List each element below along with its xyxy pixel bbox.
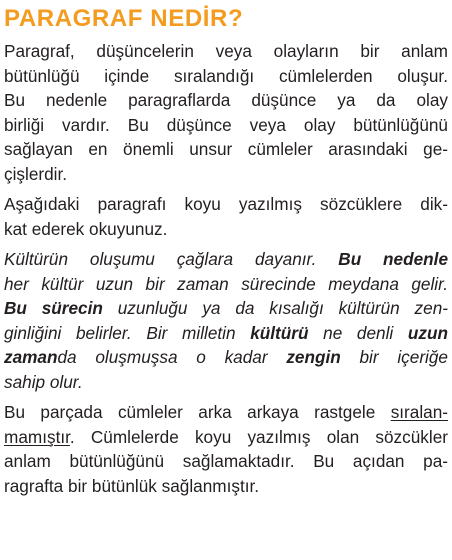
- bold-word: Bu nedenle: [338, 249, 449, 269]
- definition-paragraph: [4, 39, 448, 186]
- bold-word: kültürü: [250, 322, 309, 343]
- explanation-paragraph: [4, 400, 448, 498]
- text-line: sahip olur.: [4, 371, 83, 392]
- text-line: Aşağıdaki paragrafı koyu yazılmış sözcüklere dik-: [4, 194, 448, 214]
- underlined-word: mamıştır: [4, 426, 70, 447]
- example-paragraph: [4, 247, 448, 394]
- text-line: Bu parçada cümleler arka arkaya rastgele sıralan-: [4, 402, 448, 422]
- text-line: ginliğini belirler. Bir milletin kültürü ne denli uzun: [4, 322, 448, 343]
- text-line: Kültürün oluşumu çağlara dayanır. Bu nedenle: [4, 249, 449, 269]
- text-line: Bu nedenle paragraflarda düşünce ya da olay: [4, 90, 448, 110]
- text-line: zamanda oluşmuşsa o kadar zengin bir içeriğe: [4, 347, 448, 367]
- document-page: [4, 0, 448, 498]
- instruction-paragraph: [4, 192, 448, 241]
- page-title: PARAGRAF NEDİR?: [4, 5, 244, 32]
- text-line: birliği vardır. Bu düşünce veya olay bütünlüğünü: [4, 114, 448, 135]
- bold-word: zaman: [4, 347, 58, 367]
- bold-word: Bu sürecin: [4, 298, 103, 318]
- text-line: anlam bütünlüğünü sağlamaktadır. Bu açıdan pa-: [4, 451, 448, 471]
- bold-word: uzun: [407, 322, 448, 343]
- text-line: sağlayan en önemli unsur cümleler arasındaki ge-: [4, 139, 448, 159]
- text-line: her kültür uzun bir zaman sürecinde meydana gelir.: [4, 273, 448, 294]
- text-line: çişlerdir.: [4, 163, 68, 184]
- text-line: ragrafta bir bütünlük sağlanmıştır.: [4, 475, 260, 496]
- text-line: Paragraf, düşüncelerin veya olayların bir anlam: [4, 41, 448, 61]
- bold-word: zengin: [286, 347, 341, 367]
- text-line: kat ederek okuyunuz.: [4, 218, 168, 239]
- text-line: bütünlüğü içinde sıralandığı cümlelerden oluşur.: [4, 65, 448, 86]
- underlined-word: sıralan-: [390, 402, 448, 422]
- text-line: mamıştır. Cümlelerde koyu yazılmış olan sözcükler: [4, 426, 448, 447]
- text-line: Bu sürecin uzunluğu ya da kısalığı kültürün zen-: [4, 298, 448, 318]
